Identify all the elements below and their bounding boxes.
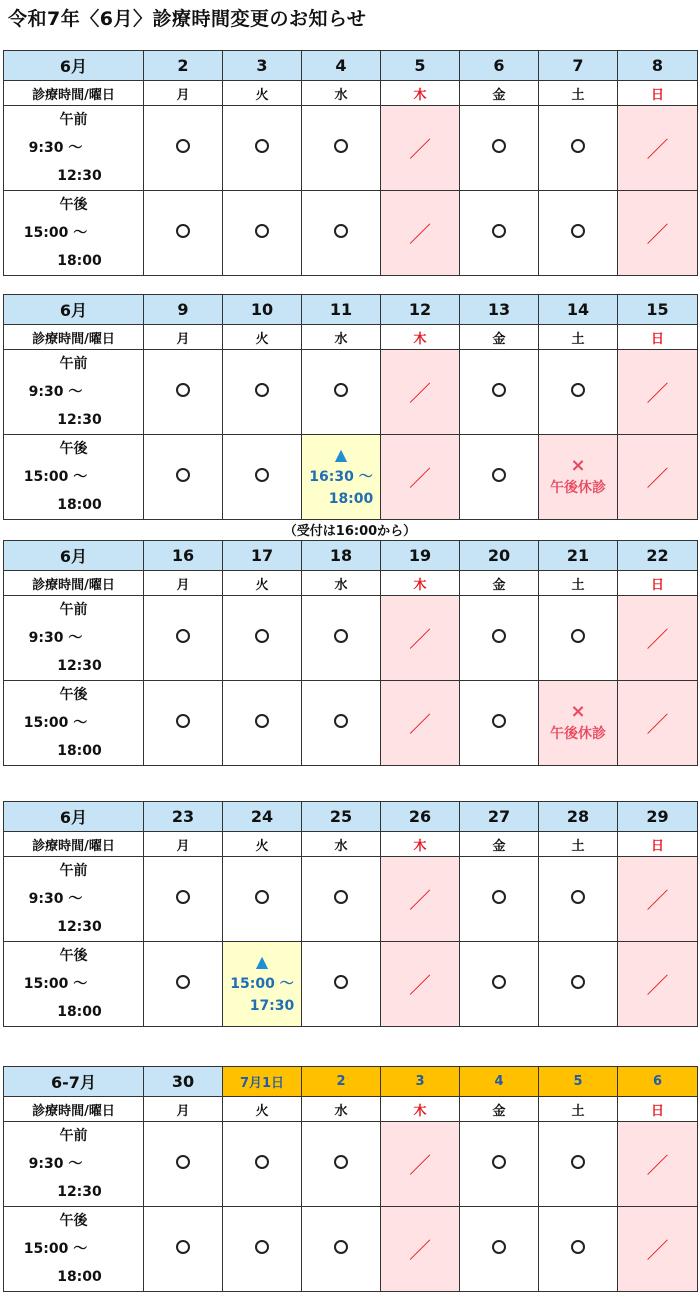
open-circle-icon: [334, 629, 348, 643]
closed-slash-icon: ／: [646, 1238, 669, 1264]
weekday-cell: 土: [539, 571, 618, 596]
schedule-cell: [381, 857, 460, 942]
schedule-cell: [460, 942, 539, 1027]
closed-slash-icon: ／: [646, 466, 669, 492]
weekday-cell: 火: [223, 325, 302, 350]
afternoon-label-line: 15:00 ～: [23, 976, 88, 992]
morning-label-line: 12:30: [57, 168, 102, 184]
schedule-cell: [302, 350, 381, 435]
date-cell: 7月1日: [223, 1067, 302, 1097]
afternoon-label-line: 午後: [59, 687, 88, 703]
schedule-cell: [381, 350, 460, 435]
open-circle-icon: [176, 1240, 190, 1254]
morning-row: [4, 1122, 698, 1207]
weekday-row: [4, 1097, 698, 1122]
open-circle-icon: [255, 714, 269, 728]
date-cell: 2: [302, 1067, 381, 1097]
open-circle-icon: [176, 383, 190, 397]
open-circle-icon: [176, 629, 190, 643]
reception-note: （受付は16:00から）: [283, 524, 417, 539]
schedule-cell: [460, 435, 539, 520]
schedule-cell: [144, 1122, 223, 1207]
weekday-row: [4, 325, 698, 350]
schedule-cell: [302, 435, 381, 520]
schedule-cell: [618, 106, 698, 191]
closed-slash-icon: ／: [646, 381, 669, 407]
schedule-cell: [460, 857, 539, 942]
weekday-cell: 日: [618, 571, 698, 596]
weekday-cell: 火: [223, 832, 302, 857]
month-label: 6月: [4, 295, 144, 325]
weekday-cell: 木: [381, 81, 460, 106]
schedule-cell: [223, 106, 302, 191]
schedule-cell: [144, 681, 223, 766]
date-cell: 11: [302, 295, 381, 325]
date-cell: 14: [539, 295, 618, 325]
afternoon-label: [4, 942, 144, 1027]
open-circle-icon: [334, 714, 348, 728]
schedule-cell: [539, 1122, 618, 1207]
afternoon-label-line: 15:00 ～: [23, 225, 88, 241]
date-cell: 5: [381, 51, 460, 81]
schedule-cell: [539, 106, 618, 191]
afternoon-label: [4, 191, 144, 276]
afternoon-row: [4, 942, 698, 1027]
weekday-cell: 土: [539, 325, 618, 350]
date-cell: 23: [144, 802, 223, 832]
open-circle-icon: [492, 139, 506, 153]
date-header-row: [4, 295, 698, 325]
schedule-cell: [381, 596, 460, 681]
weekday-cell: 金: [460, 571, 539, 596]
changed-hours-start: 15:00 ～: [230, 976, 294, 992]
afternoon-label-line: 18:00: [57, 497, 102, 513]
open-circle-icon: [176, 714, 190, 728]
morning-label-line: 午前: [59, 112, 88, 128]
weekday-cell: 金: [460, 832, 539, 857]
weekday-row: [4, 81, 698, 106]
schedule-cell: [223, 191, 302, 276]
schedule-cell: [381, 1122, 460, 1207]
closed-slash-icon: ／: [408, 222, 431, 248]
weekday-cell: 日: [618, 832, 698, 857]
schedule-cell: [223, 857, 302, 942]
weekday-cell: 火: [223, 1097, 302, 1122]
date-cell: 15: [618, 295, 698, 325]
open-circle-icon: [255, 224, 269, 238]
weekday-cell: 水: [302, 1097, 381, 1122]
open-circle-icon: [176, 224, 190, 238]
date-cell: 28: [539, 802, 618, 832]
afternoon-label-line: 午後: [59, 197, 88, 213]
weekday-cell: 木: [381, 571, 460, 596]
open-circle-icon: [255, 383, 269, 397]
weekday-cell: 月: [144, 832, 223, 857]
closed-slash-icon: ／: [408, 466, 431, 492]
hours-weekday-label: 診療時間/曜日: [4, 832, 144, 857]
schedule-cell: [460, 350, 539, 435]
changed-hours-start: 16:30 ～: [309, 469, 373, 485]
weekday-cell: 木: [381, 1097, 460, 1122]
afternoon-row: [4, 1207, 698, 1292]
schedule-cell: [302, 106, 381, 191]
schedule-cell: [539, 857, 618, 942]
weekday-cell: 土: [539, 1097, 618, 1122]
morning-label: [4, 1122, 144, 1207]
date-cell: 29: [618, 802, 698, 832]
date-cell: 26: [381, 802, 460, 832]
schedule-cell: [539, 435, 618, 520]
open-circle-icon: [255, 629, 269, 643]
hours-weekday-label: 診療時間/曜日: [4, 1097, 144, 1122]
schedule-cell: [618, 435, 698, 520]
open-circle-icon: [492, 629, 506, 643]
schedule-cell: [302, 191, 381, 276]
open-circle-icon: [571, 1155, 585, 1169]
schedule-cell: [618, 191, 698, 276]
afternoon-label-line: 18:00: [57, 1269, 102, 1285]
schedule-cell: [144, 857, 223, 942]
morning-label-line: 12:30: [57, 658, 102, 674]
morning-row: [4, 596, 698, 681]
weekday-cell: 木: [381, 832, 460, 857]
afternoon-label-line: 18:00: [57, 1004, 102, 1020]
date-cell: 8: [618, 51, 698, 81]
closed-slash-icon: ／: [646, 1153, 669, 1179]
open-circle-icon: [334, 1240, 348, 1254]
date-cell: 6: [618, 1067, 698, 1097]
morning-label-line: 9:30 ～: [28, 891, 83, 907]
afternoon-label-line: 15:00 ～: [23, 1241, 88, 1257]
schedule-cell: [618, 942, 698, 1027]
morning-label-line: 12:30: [57, 919, 102, 935]
date-cell: 5: [539, 1067, 618, 1097]
closed-slash-icon: ／: [408, 381, 431, 407]
open-circle-icon: [255, 1155, 269, 1169]
schedule-cell: [539, 596, 618, 681]
afternoon-label: [4, 681, 144, 766]
schedule-table: [3, 1066, 698, 1292]
afternoon-label-line: 15:00 ～: [23, 469, 88, 485]
closed-slash-icon: ／: [408, 137, 431, 163]
closed-slash-icon: ／: [646, 888, 669, 914]
morning-label: [4, 857, 144, 942]
schedule-cell: [223, 942, 302, 1027]
date-cell: 13: [460, 295, 539, 325]
cross-icon: ×: [570, 701, 586, 722]
weekday-cell: 火: [223, 81, 302, 106]
closed-slash-icon: ／: [408, 973, 431, 999]
open-circle-icon: [571, 383, 585, 397]
schedule-cell: [223, 596, 302, 681]
hours-weekday-label: 診療時間/曜日: [4, 81, 144, 106]
afternoon-label-line: 午後: [59, 1213, 88, 1229]
date-cell: 9: [144, 295, 223, 325]
open-circle-icon: [255, 1240, 269, 1254]
date-cell: 18: [302, 541, 381, 571]
date-cell: 22: [618, 541, 698, 571]
date-cell: 3: [381, 1067, 460, 1097]
closed-slash-icon: ／: [646, 712, 669, 738]
closed-slash-icon: ／: [646, 973, 669, 999]
afternoon-row: [4, 191, 698, 276]
date-cell: 30: [144, 1067, 223, 1097]
open-circle-icon: [492, 975, 506, 989]
date-cell: 4: [460, 1067, 539, 1097]
date-cell: 25: [302, 802, 381, 832]
open-circle-icon: [255, 890, 269, 904]
date-cell: 17: [223, 541, 302, 571]
schedule-cell: [539, 350, 618, 435]
hours-weekday-label: 診療時間/曜日: [4, 571, 144, 596]
open-circle-icon: [255, 139, 269, 153]
open-circle-icon: [176, 468, 190, 482]
month-label: 6-7月: [4, 1067, 144, 1097]
schedule-cell: [144, 596, 223, 681]
date-cell: 6: [460, 51, 539, 81]
schedule-cell: [460, 191, 539, 276]
changed-hours-end: 17:30: [249, 998, 295, 1014]
schedule-cell: [539, 942, 618, 1027]
weekday-cell: 金: [460, 1097, 539, 1122]
afternoon-closed-text: 午後休診: [550, 726, 606, 742]
afternoon-closed-text: 午後休診: [550, 480, 606, 496]
schedule-cell: [223, 350, 302, 435]
morning-row: [4, 857, 698, 942]
open-circle-icon: [571, 629, 585, 643]
schedule-cell: [460, 681, 539, 766]
open-circle-icon: [571, 890, 585, 904]
date-cell: 20: [460, 541, 539, 571]
schedule-cell: [618, 596, 698, 681]
schedule-cell: [381, 942, 460, 1027]
morning-label: [4, 350, 144, 435]
morning-label-line: 午前: [59, 1128, 88, 1144]
schedule-cell: [539, 681, 618, 766]
open-circle-icon: [334, 139, 348, 153]
weekday-cell: 日: [618, 81, 698, 106]
open-circle-icon: [334, 383, 348, 397]
month-label: 6月: [4, 802, 144, 832]
schedule-table: [3, 540, 698, 766]
weekday-cell: 火: [223, 571, 302, 596]
schedule-cell: [460, 1122, 539, 1207]
weekday-cell: 水: [302, 325, 381, 350]
closed-slash-icon: ／: [646, 137, 669, 163]
date-cell: 7: [539, 51, 618, 81]
morning-label-line: 午前: [59, 356, 88, 372]
afternoon-label-line: 18:00: [57, 743, 102, 759]
weekday-cell: 日: [618, 325, 698, 350]
open-circle-icon: [255, 468, 269, 482]
schedule-cell: [223, 435, 302, 520]
open-circle-icon: [334, 890, 348, 904]
schedule-cell: [223, 1122, 302, 1207]
date-cell: 16: [144, 541, 223, 571]
morning-label-line: 12:30: [57, 1184, 102, 1200]
changed-hours-end: 18:00: [328, 491, 374, 507]
morning-row: [4, 106, 698, 191]
morning-label-line: 9:30 ～: [28, 140, 83, 156]
date-cell: 4: [302, 51, 381, 81]
triangle-icon: ▲: [334, 445, 348, 464]
weekday-cell: 金: [460, 325, 539, 350]
open-circle-icon: [492, 1240, 506, 1254]
date-cell: 3: [223, 51, 302, 81]
open-circle-icon: [176, 890, 190, 904]
schedule-cell: [618, 681, 698, 766]
closed-slash-icon: ／: [408, 627, 431, 653]
morning-label: [4, 106, 144, 191]
open-circle-icon: [492, 468, 506, 482]
open-circle-icon: [492, 890, 506, 904]
weekday-cell: 水: [302, 832, 381, 857]
open-circle-icon: [176, 975, 190, 989]
triangle-icon: ▲: [255, 952, 269, 971]
schedule-cell: [460, 1207, 539, 1292]
schedule-cell: [381, 1207, 460, 1292]
schedule-cell: [144, 942, 223, 1027]
weekday-row: [4, 571, 698, 596]
closed-slash-icon: ／: [408, 888, 431, 914]
schedule-cell: [381, 681, 460, 766]
schedule-cell: [381, 435, 460, 520]
open-circle-icon: [334, 975, 348, 989]
weekday-row: [4, 832, 698, 857]
open-circle-icon: [571, 975, 585, 989]
date-header-row: [4, 51, 698, 81]
open-circle-icon: [492, 224, 506, 238]
schedule-cell: [144, 106, 223, 191]
date-header-row: [4, 1067, 698, 1097]
weekday-cell: 月: [144, 1097, 223, 1122]
schedule-cell: [302, 1122, 381, 1207]
schedule-cell: [539, 191, 618, 276]
afternoon-label-line: 15:00 ～: [23, 715, 88, 731]
morning-label-line: 9:30 ～: [28, 1156, 83, 1172]
morning-label-line: 午前: [59, 602, 88, 618]
schedule-cell: [302, 596, 381, 681]
open-circle-icon: [571, 224, 585, 238]
weekday-cell: 日: [618, 1097, 698, 1122]
date-cell: 12: [381, 295, 460, 325]
schedule-cell: [618, 350, 698, 435]
weekday-cell: 月: [144, 325, 223, 350]
weekday-cell: 水: [302, 81, 381, 106]
closed-slash-icon: ／: [646, 627, 669, 653]
schedule-cell: [539, 1207, 618, 1292]
open-circle-icon: [492, 1155, 506, 1169]
date-cell: 27: [460, 802, 539, 832]
schedule-cell: [460, 106, 539, 191]
afternoon-row: [4, 681, 698, 766]
schedule-cell: [144, 350, 223, 435]
open-circle-icon: [176, 139, 190, 153]
date-cell: 19: [381, 541, 460, 571]
schedule-cell: [302, 1207, 381, 1292]
open-circle-icon: [571, 139, 585, 153]
schedule-table: [3, 801, 698, 1027]
open-circle-icon: [176, 1155, 190, 1169]
schedule-cell: [223, 681, 302, 766]
open-circle-icon: [492, 383, 506, 397]
date-header-row: [4, 802, 698, 832]
weekday-cell: 金: [460, 81, 539, 106]
afternoon-label: [4, 435, 144, 520]
schedule-cell: [618, 1207, 698, 1292]
open-circle-icon: [571, 1240, 585, 1254]
afternoon-label-line: 午後: [59, 948, 88, 964]
afternoon-label: [4, 1207, 144, 1292]
schedule-cell: [618, 1122, 698, 1207]
morning-label-line: 9:30 ～: [28, 384, 83, 400]
morning-label-line: 9:30 ～: [28, 630, 83, 646]
date-header-row: [4, 541, 698, 571]
closed-slash-icon: ／: [408, 712, 431, 738]
open-circle-icon: [334, 224, 348, 238]
closed-slash-icon: ／: [408, 1153, 431, 1179]
schedule-table: [3, 294, 698, 520]
open-circle-icon: [334, 1155, 348, 1169]
month-label: 6月: [4, 541, 144, 571]
date-cell: 24: [223, 802, 302, 832]
page-title: 令和7年〈6月〉診療時間変更のお知らせ: [8, 8, 367, 30]
schedule-cell: [618, 857, 698, 942]
schedule-cell: [144, 1207, 223, 1292]
closed-slash-icon: ／: [646, 222, 669, 248]
closed-slash-icon: ／: [408, 1238, 431, 1264]
weekday-cell: 土: [539, 81, 618, 106]
weekday-cell: 水: [302, 571, 381, 596]
schedule-cell: [144, 435, 223, 520]
cross-icon: ×: [570, 455, 586, 476]
afternoon-row: [4, 435, 698, 520]
schedule-cell: [144, 191, 223, 276]
schedule-table: [3, 50, 698, 276]
schedule-cell: [460, 596, 539, 681]
morning-label-line: 12:30: [57, 412, 102, 428]
date-cell: 2: [144, 51, 223, 81]
month-label: 6月: [4, 51, 144, 81]
schedule-cell: [223, 1207, 302, 1292]
date-cell: 10: [223, 295, 302, 325]
schedule-cell: [302, 942, 381, 1027]
afternoon-label-line: 午後: [59, 441, 88, 457]
open-circle-icon: [492, 714, 506, 728]
weekday-cell: 土: [539, 832, 618, 857]
hours-weekday-label: 診療時間/曜日: [4, 325, 144, 350]
schedule-cell: [302, 857, 381, 942]
afternoon-label-line: 18:00: [57, 253, 102, 269]
morning-label-line: 午前: [59, 863, 88, 879]
schedule-cell: [381, 106, 460, 191]
schedule-cell: [302, 681, 381, 766]
morning-row: [4, 350, 698, 435]
weekday-cell: 月: [144, 571, 223, 596]
schedule-cell: [381, 191, 460, 276]
weekday-cell: 月: [144, 81, 223, 106]
weekday-cell: 木: [381, 325, 460, 350]
morning-label: [4, 596, 144, 681]
date-cell: 21: [539, 541, 618, 571]
